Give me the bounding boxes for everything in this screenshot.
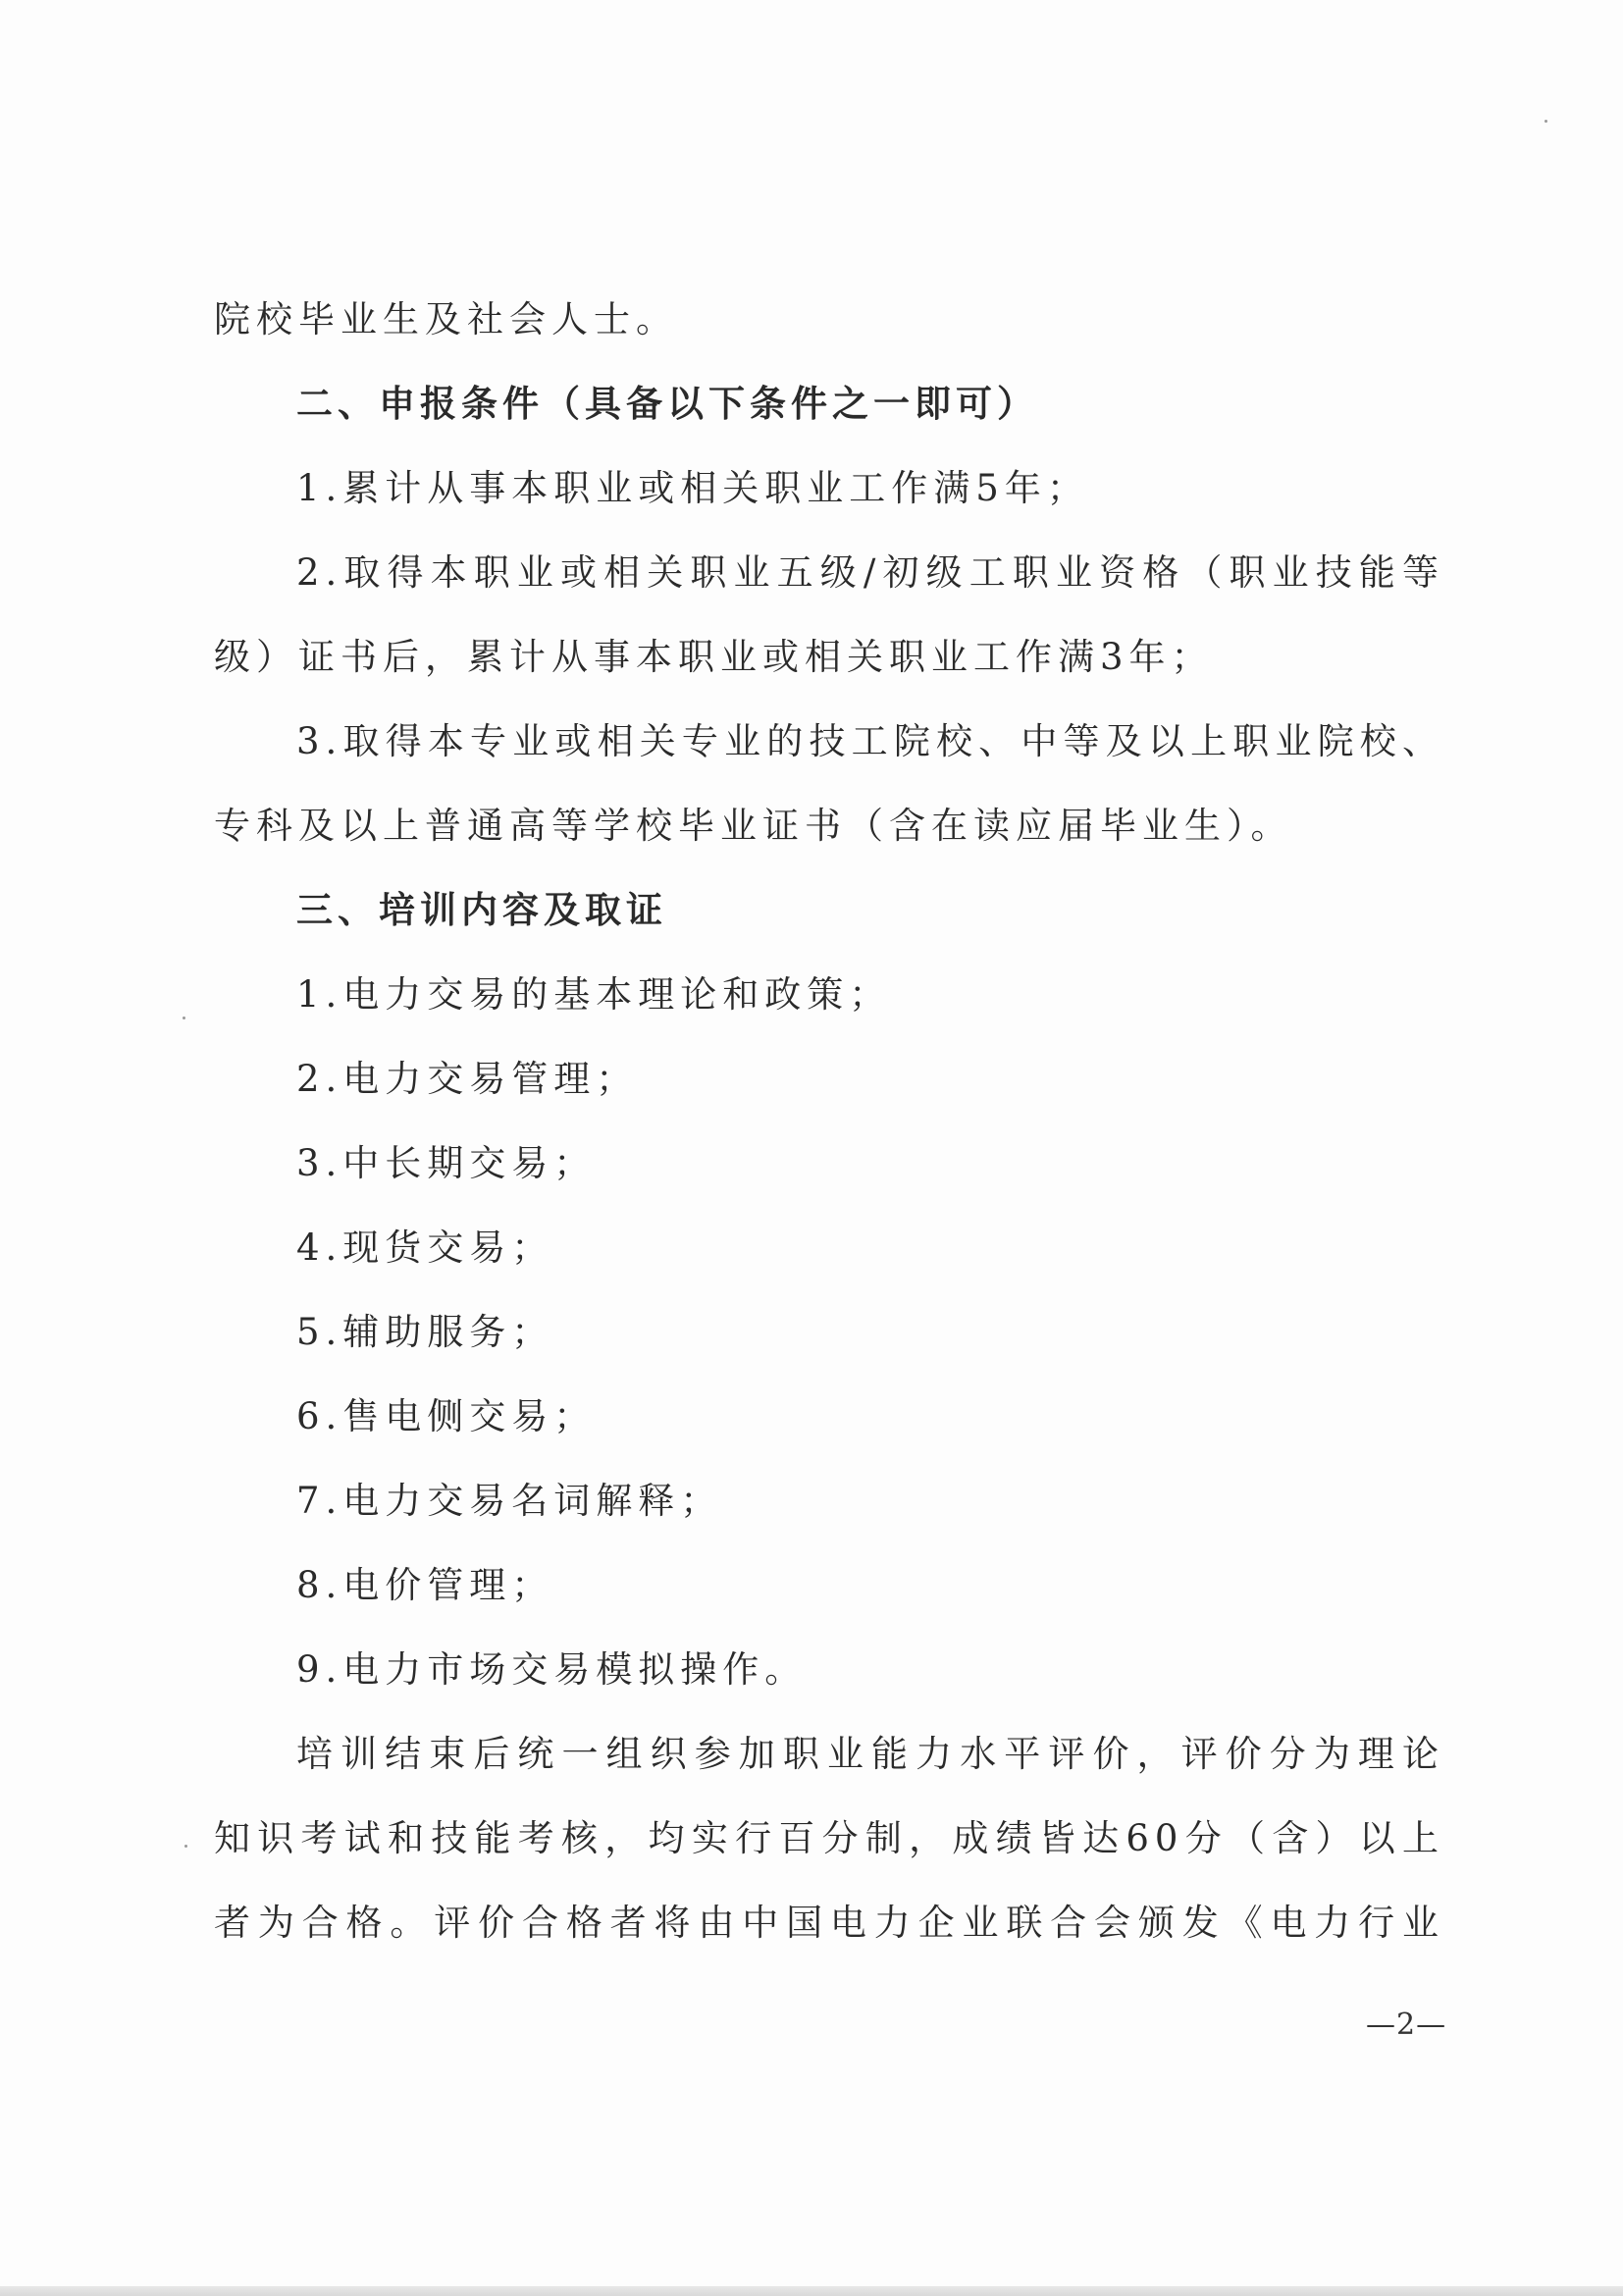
list-item-continuation: 级）证书后，累计从事本职业或相关职业工作满3年； xyxy=(214,636,1214,678)
list-item: 7.电力交易名词解释； xyxy=(296,1480,723,1522)
list-item-continuation: 专科及以上普通高等学校毕业证书（含在读应届毕业生）。 xyxy=(214,805,1293,847)
list-item: 2.电力交易管理； xyxy=(296,1058,639,1100)
scan-speck xyxy=(1544,120,1547,123)
section-heading-application-conditions: 二、申报条件（具备以下条件之一即可） xyxy=(296,383,1038,425)
list-item: 8.电价管理； xyxy=(296,1564,554,1606)
list-item: 6.售电侧交易； xyxy=(296,1395,597,1437)
list-item: 2.取得本职业或相关职业五级/初级工职业资格（职业技能等 xyxy=(296,551,1444,594)
list-item: 3.中长期交易； xyxy=(296,1142,597,1184)
paragraph-line: 知识考试和技能考核，均实行百分制，成绩皆达60分（含）以上 xyxy=(214,1817,1444,1859)
paragraph-line: 培训结束后统一组织参加职业能力水平评价，评价分为理论 xyxy=(296,1733,1444,1775)
list-item: 1.电力交易的基本理论和政策； xyxy=(296,973,892,1016)
scan-bottom-edge xyxy=(0,2286,1623,2296)
paragraph-line: 院校毕业生及社会人士。 xyxy=(214,298,678,340)
list-item: 4.现货交易； xyxy=(296,1226,554,1269)
list-item: 5.辅助服务； xyxy=(296,1311,554,1353)
scan-speck xyxy=(184,1845,187,1848)
scan-speck xyxy=(183,1017,185,1019)
list-item: 1.累计从事本职业或相关职业工作满5年； xyxy=(296,467,1089,509)
paragraph-line: 者为合格。评价合格者将由中国电力企业联合会颁发《电力行业 xyxy=(214,1902,1444,1944)
list-item: 9.电力市场交易模拟操作。 xyxy=(296,1648,808,1691)
page-number: —2— xyxy=(1366,2008,1447,2042)
list-item: 3.取得本专业或相关专业的技工院校、中等及以上职业院校、 xyxy=(296,720,1444,762)
section-heading-training-content: 三、培训内容及取证 xyxy=(296,889,667,931)
